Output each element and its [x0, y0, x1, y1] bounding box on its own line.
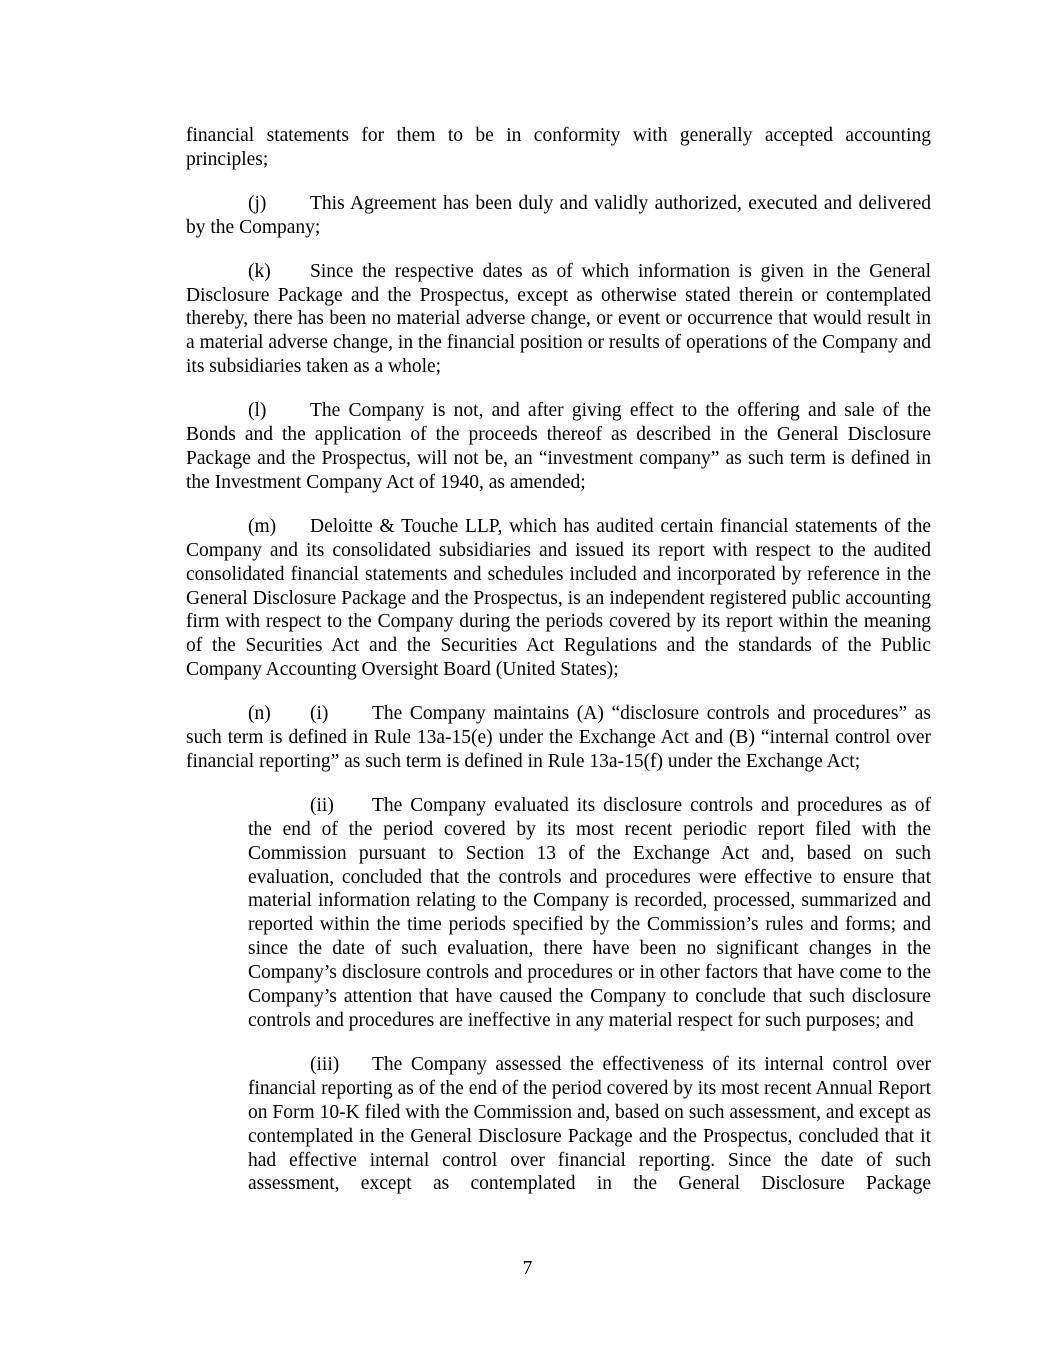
paragraph-text: Since the respective dates as of which information is given in the General Disclosure Package and the Prospectus, except as otherwise stated therein or contemplated thereby, there has been no material adverse change, or event or occurrence that would result in a material adverse change, in the financial position or results of operations of the Company and its subsidiaries taken as a whole; [186, 260, 931, 378]
paragraph-sublabel: (i) [310, 703, 329, 725]
subparagraph-text: The Company evaluated its disclosure controls and procedures as of the end of the period covered by its most recent periodic report filed with the Commission pursuant to Section 13 of the Exchange Act and, based on such evaluation, concluded that the controls and procedures were effective to ensure that material information relating to the Company is recorded, processed, summarized and reported within the time periods specified by the Commission’s rules and forms; and since the date of such evaluation, there have been no significant changes in the Company’s disclosure controls and procedures or in other factors that have come to the Company’s attention that have caused the Company to conclude that such disclosure controls and procedures are ineffective in any material respect for such purposes; and [248, 794, 931, 1031]
paragraph-text: This Agreement has been duly and validly authorized, executed and delivered by the Company; [186, 192, 931, 238]
paragraph-text: The Company is not, and after giving effect to the offering and sale of the Bonds and the application of the proceeds thereof as described in the General Disclosure Package and the Prospectus, will not be, an “investment company” as such term is defined in the Investment Company Act of 1940, as amended; [186, 400, 931, 493]
paragraph-n [186, 702, 931, 774]
page-number: 7 [522, 1258, 533, 1279]
paragraph-label: (m) [248, 515, 277, 537]
paragraph-label: (k) [248, 260, 271, 282]
paragraph-label: (j) [248, 192, 267, 214]
subparagraph-iii [248, 1053, 931, 1196]
subparagraph-text: The Company assessed the effectiveness of its internal control over financial reporting as of the end of the period covered by its most recent Annual Report on Form 10-K filed with the Commission and, based on such assessment, and except as contemplated in the General Disclosure Package and the Prospectus, concluded that it had effective internal control over financial reporting. Since the date of such assessment, except as contemplated in the General Disclosure Package [248, 1053, 931, 1195]
continuation-paragraph: financial statements for them to be in conformity with generally accepted accounting principles; [186, 125, 931, 170]
paragraph-text: The Company maintains (A) “disclosure controls and procedures” as such term is defined in Rule 13a-15(e) under the Exchange Act and (B) “internal control over financial reporting” as such term is defined in Rule 13a-15(f) under the Exchange Act; [186, 703, 931, 772]
paragraph-m [186, 515, 931, 682]
subparagraph-ii [248, 794, 931, 1033]
paragraph-j [186, 192, 931, 240]
subparagraph-label: (iii) [310, 1053, 340, 1075]
subparagraph-label: (ii) [310, 794, 334, 816]
paragraph-l [186, 399, 931, 495]
paragraph-text: Deloitte & Touche LLP, which has audited certain financial statements of the Company and its consolidated subsidiaries and issued its report with respect to the audited consolidated financial statements and schedules included and incorporated by reference in the General Disclosure Package and the Prospectus, is an independent registered public accounting firm with respect to the Company during the periods covered by its report within the meaning of the Securities Act and the Securities Act Regulations and the standards of the Public Company Accounting Oversight Board (United States); [186, 515, 931, 681]
document-body [186, 124, 931, 1196]
paragraph-k [186, 260, 931, 380]
paragraph-label: (n) [248, 703, 271, 725]
paragraph-label: (l) [248, 400, 267, 422]
